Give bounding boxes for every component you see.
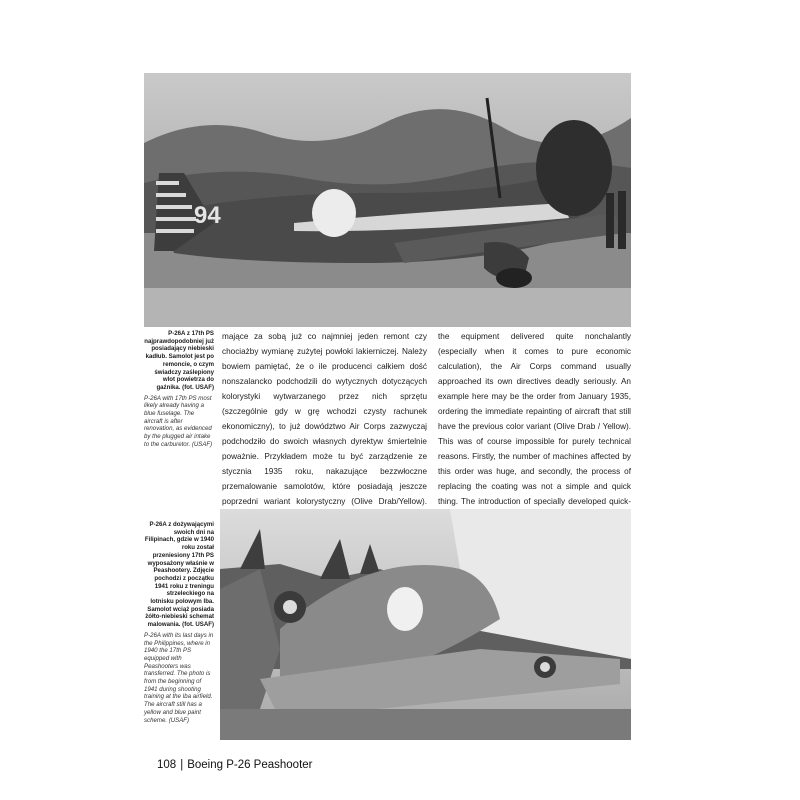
body-paragraph-english: the equipment delivered quite nonchalantly (especially when it comes to pure economic calculation), the Air Corps command usually approached its own directives deadly seriously. An example here may be the order from January 1935, ordering the immediate repainting of aircraft that still have the previous color variant (Olive Drab / Yellow). This was of course impossible for purely technical reasons. Firstly, the number of machines affected by this order was huge, and secondly, the process of replacing the coating was not a simple and quick thing. The introduction of specially developed quick-	[438, 332, 631, 506]
footer-separator: |	[180, 759, 184, 771]
photo-bottom-illustration	[220, 509, 631, 740]
caption-bottom	[144, 521, 214, 724]
caption-bottom-polish: P-26A z dożywającymi swoich dni na Filipinach, gdzie w 1940 roku został przeniesiony 17th PS wyposażony właśnie w Peashootery. Zdjęcie pochodzi z początku 1941 roku z treningu strzeleckiego na lotnisku polowym Iba. Samolot wciąż posiada żółto-niebieski schemat malowania. (fot. USAF)	[144, 521, 214, 629]
book-title: Boeing P-26 Peashooter	[187, 759, 313, 771]
photo-top-illustration	[144, 73, 631, 327]
body-paragraph-polish: mające za sobą już co najmniej jeden remont czy chociażby wymianę zużytej powłoki lakierniczej. Należy bowiem pamiętać, że o ile producenci całkiem dość nonszalancko podchodzili do wytycznych dotyczących kolorystyki wytwarzanego przez nich sprzętu (szczególnie gdy w grę wchodzi czysty rachunek ekonomiczny), to już dowództwo Air Corps zazwyczaj podchodziło do swoich własnych dyrektyw śmiertelnie poważnie. Przykładem może tu być zarządzenie ze stycznia 1935 roku, nakazujące bezzwłoczne przemalowanie samolotów, które posiadają jeszcze poprzedni wariant kolorystyczny (Olive Drab/Yellow).	[222, 332, 427, 506]
fuselage-number: 94	[194, 202, 221, 229]
photo-p26a-iba-airfield	[220, 509, 631, 740]
body-column-english	[438, 329, 631, 539]
photo-p26a-runway	[144, 73, 631, 327]
page-footer	[157, 759, 313, 771]
caption-top-polish: P-26A z 17th PS najprawdopodobniej już posiadający niebieski kadłub. Samolot jest po remoncie, o czym świadczy zaślepiony wlot powietrza do gaźnika. (fot. USAF)	[144, 330, 214, 391]
page-number: 108	[157, 759, 177, 771]
caption-top-english: P-26A with 17th PS most likely already having a blue fuselage. The aircraft is after renovation, as evidenced by the plugged air intake to the carburetor. (USAF)	[144, 394, 213, 448]
body-column-polish	[222, 329, 427, 524]
caption-top	[144, 330, 214, 449]
caption-bottom-english: P-26A with its last days in the Philippines, where in 1940 the 17th PS equipped with Peashooters was transferred. The photo is from the beginning of 1941 during shooting training at the Iba airfield. The aircraft still has a yellow and blue paint scheme. (USAF)	[144, 631, 214, 724]
